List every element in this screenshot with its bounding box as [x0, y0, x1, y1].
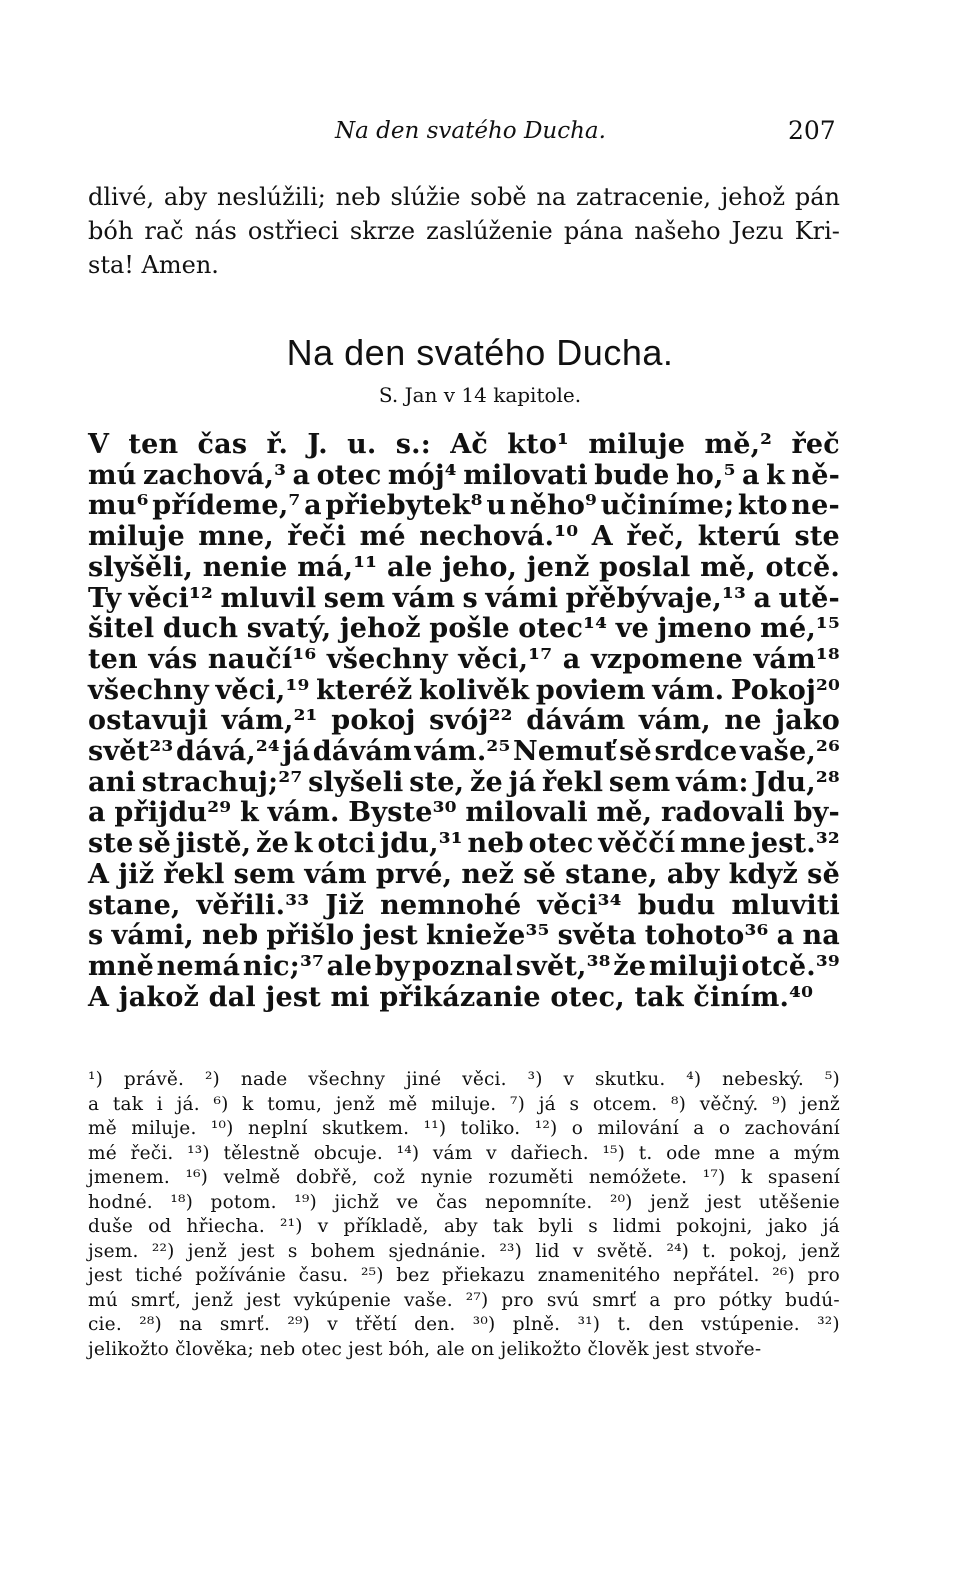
body-line: mu⁶ přídeme,⁷ a přiebytek⁸ u něho⁹ učiníme; kto ne- [88, 490, 840, 522]
footnote-line: jsem. ²²) jenž jest s bohem sjednánie. ²³) lid v světě. ²⁴) t. pokoj, jenž [88, 1240, 840, 1262]
footnote-line: mě miluje. ¹⁰) neplní skutkem. ¹¹) toliko. ¹²) o milování a o zachování [88, 1118, 840, 1139]
gospel-text [88, 430, 840, 1013]
body-line: mně nemá nic;³⁷ ale by poznal svět,³⁸ že miluji otcě.³⁹ [88, 950, 840, 982]
body-line: ani strachuj;²⁷ slyšeli ste, že já řekl sem vám: Jdu,²⁸ [88, 766, 840, 798]
footnote-line: a tak i já. ⁶) k tomu, jenž mě miluje. ⁷) já s otcem. ⁸) věčný. ⁹) jenž [88, 1093, 840, 1115]
body-line: všechny věci,¹⁹ kteréž kolivěk poviem vám. Pokoj²⁰ [88, 674, 840, 706]
body-line: Ty věci¹² mluvil sem vám s vámi přěbývaje,¹³ a utě- [88, 582, 840, 614]
section-source: S. Jan v 14 kapitole. [378, 383, 582, 407]
footnote-line: jmenem. ¹⁶) velmě dobřě, což nynie rozuměti nemóžete. ¹⁷) k spasení [88, 1167, 840, 1188]
body-line: slyšěli, nenie má,¹¹ ale jeho, jenž poslal mě, otcě. [88, 551, 840, 583]
section-title: Na den svatého Ducha. [286, 332, 674, 373]
body-line: V ten čas ř. J. u. s.: Ač kto¹ miluje mě,² řeč [88, 429, 840, 460]
footnote-line: cie. ²⁸) na smrť. ²⁹) v třětí den. ³⁰) plně. ³¹) t. den vstúpenie. ³²) [88, 1314, 840, 1335]
footnote-line: jest tiché požívánie času. ²⁵) bez přiekazu znamenitého nepřátel. ²⁶) pro [88, 1265, 840, 1286]
body-line: A jakož dal jest mi přikázanie otec, tak činím.⁴⁰ [88, 981, 814, 1013]
continued-paragraph [88, 180, 840, 282]
text-line: sta! Amen. [88, 251, 219, 279]
body-line: stane, věřili.³³ Již nemnohé věci³⁴ budu mluviti [88, 889, 840, 921]
running-head: Na den svatého Ducha. [335, 118, 606, 144]
body-line: A již řekl sem vám prvé, než sě stane, aby když sě [88, 858, 840, 890]
footnotes [88, 1068, 840, 1362]
body-line: mú zachová,³ a otec mój⁴ milovati bude ho,⁵ a k ně- [88, 459, 840, 491]
footnote-line: mé řeči. ¹³) tělestně obcuje. ¹⁴) vám v dařiech. ¹⁵) t. ode mne a mým [88, 1142, 840, 1164]
body-line: a přijdu²⁹ k vám. Byste³⁰ milovali mě, radovali by- [88, 797, 840, 829]
footnote-line: ¹) právě. ²) nade všechny jiné věci. ³) v skutku. ⁴) nebeský. ⁵) [88, 1069, 840, 1090]
body-line: šitel duch svatý, jehož pošle otec¹⁴ ve jmeno mé,¹⁵ [88, 613, 840, 645]
text-line: dlivé, aby neslúžili; neb slúžie sobě na zatracenie, jehož pán [88, 183, 840, 211]
footnote-line: mú smrť, jenž jest vykúpenie vaše. ²⁷) pro svú smrť a pro pótky budú- [88, 1289, 840, 1311]
body-line: miluje mne, řeči mé nechová.¹⁰ A řeč, kterú ste [88, 521, 840, 553]
body-line: ten vás naučí¹⁶ všechny věci,¹⁷ a vzpomene vám¹⁸ [88, 643, 840, 675]
body-line: s vámi, neb přišlo jest knieže³⁵ světa tohoto³⁶ a na [88, 920, 840, 952]
footnote-line: jelikožto člověka; neb otec jest bóh, ale on jelikožto člověk jest stvoře- [88, 1338, 762, 1360]
footnote-line: duše od hřiecha. ²¹) v příkladě, aby tak byli s lidmi pokojni, jako já [88, 1216, 840, 1237]
text-line: bóh rač nás ostřieci skrze zaslúženie pána našeho Jezu Kri- [88, 217, 840, 245]
body-line: ostavuji vám,²¹ pokoj svój²² dávám vám, ne jako [88, 705, 840, 737]
body-line: svět²³ dává,²⁴ já dávám vám.²⁵ Nemuť sě srdce vaše,²⁶ [88, 736, 840, 768]
footnote-line: hodné. ¹⁸) potom. ¹⁹) jichž ve čas nepomníte. ²⁰) jenž jest utěšenie [88, 1191, 840, 1213]
body-line: ste sě jistě, že k otci jdu,³¹ neb otec věččí mne jest.³² [88, 828, 840, 860]
page-number: 207 [788, 116, 836, 145]
